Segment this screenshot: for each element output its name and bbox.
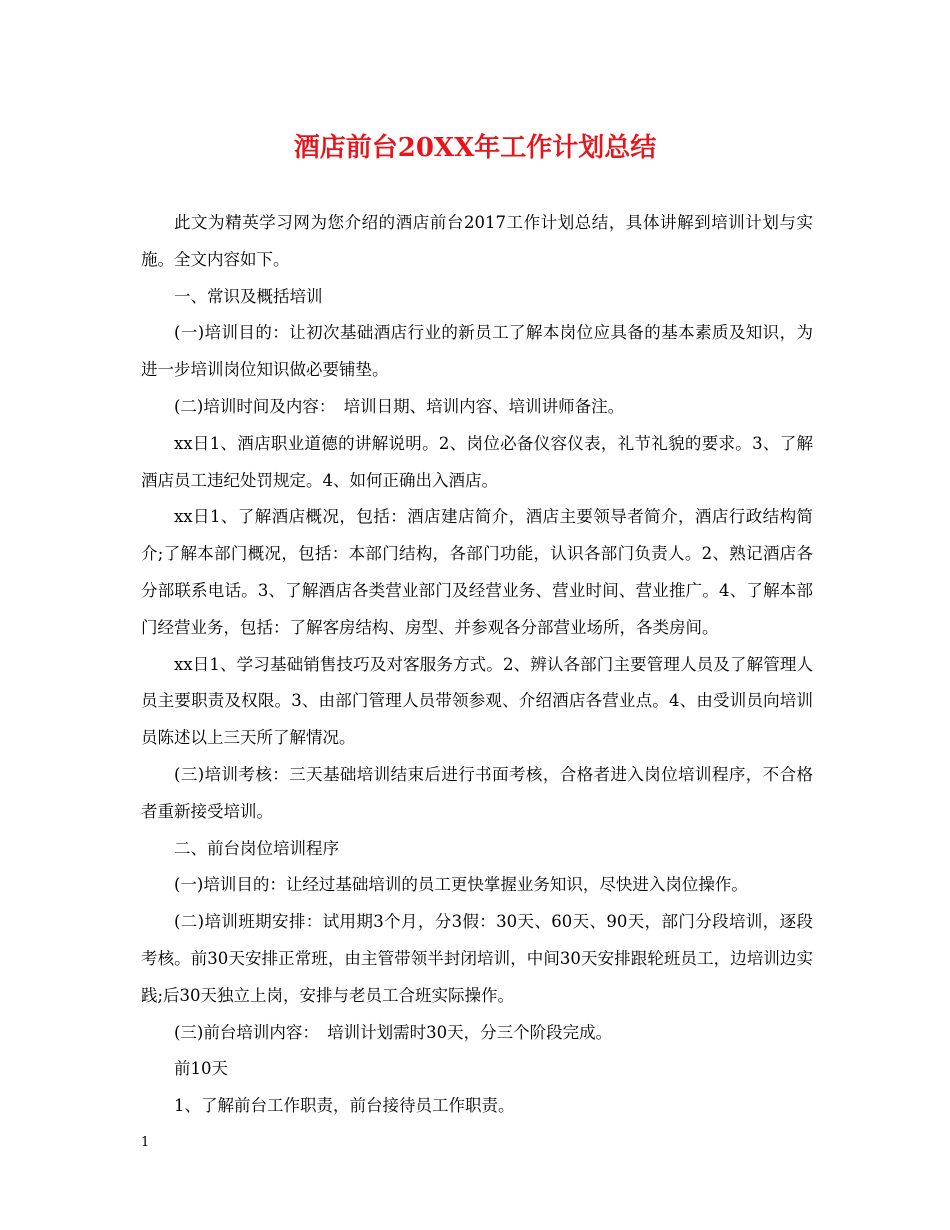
page-number: 1 <box>141 1135 150 1150</box>
paragraph: 前10天 <box>174 1059 228 1079</box>
paragraph: (三)前台培训内容： 培训计划需时30天，分三个阶段完成。 <box>174 1022 613 1042</box>
paragraph: (一)培训目的：让初次基础酒店行业的新员工了解本岗位应具备的基本素质及知识，为进一步培训岗位知识做必要铺垫。 <box>141 323 813 380</box>
paragraph: (二)培训时间及内容： 培训日期、培训内容、培训讲师备注。 <box>174 396 625 416</box>
paragraph: 此文为精英学习网为您介绍的酒店前台2017工作计划总结，具体讲解到培训计划与实施。全文内容如下。 <box>141 213 813 269</box>
paragraph: (二)培训班期安排：试用期3个月，分3假：30天、60天、90天，部门分段培训，逐段考核。前30天安排正常班，由主管带领半封闭培训，中间30天安排跟轮班员工，边培训边实践;后30天独立上岗，安排与老员工合班实际操作。 <box>141 912 813 1005</box>
paragraph: 1、了解前台工作职责，前台接待员工作职责。 <box>174 1096 515 1116</box>
paragraph: xx日1、酒店职业道德的讲解说明。2、岗位必备仪容仪表，礼节礼貌的要求。3、了解酒店员工违纪处罚规定。4、如何正确出入酒店。 <box>141 433 813 490</box>
paragraph: xx日1、了解酒店概况，包括：酒店建店简介，酒店主要领导者简介，酒店行政结构简介;了解本部门概况，包括：本部门结构，各部门功能，认识各部门负责人。2、熟记酒店各分部联系电话。3、了解酒店各类营业部门及经营业务、营业时间、营业推广。4、了解本部门经营业务，包括：了解客房结构、房型、并参观各分部营业场所，各类房间。 <box>141 507 813 637</box>
paragraph: (一)培训目的：让经过基础培训的员工更快掌握业务知识，尽快进入岗位操作。 <box>174 875 748 895</box>
section-heading: 一、常识及概括培训 <box>174 286 323 306</box>
document-title: 酒店前台20XX年工作计划总结 <box>293 133 657 163</box>
document-body <box>141 205 813 1125</box>
paragraph: xx日1、学习基础销售技巧及对客服务方式。2、辨认各部门主要管理人员及了解管理人员主要职责及权限。3、由部门管理人员带领参观、介绍酒店各营业点。4、由受训员向培训员陈述以上三天所了解情况。 <box>141 654 813 748</box>
paragraph: (三)培训考核：三天基础培训结束后进行书面考核，合格者进入岗位培训程序，不合格者重新接受培训。 <box>141 764 813 821</box>
section-heading: 二、前台岗位培训程序 <box>174 838 339 858</box>
